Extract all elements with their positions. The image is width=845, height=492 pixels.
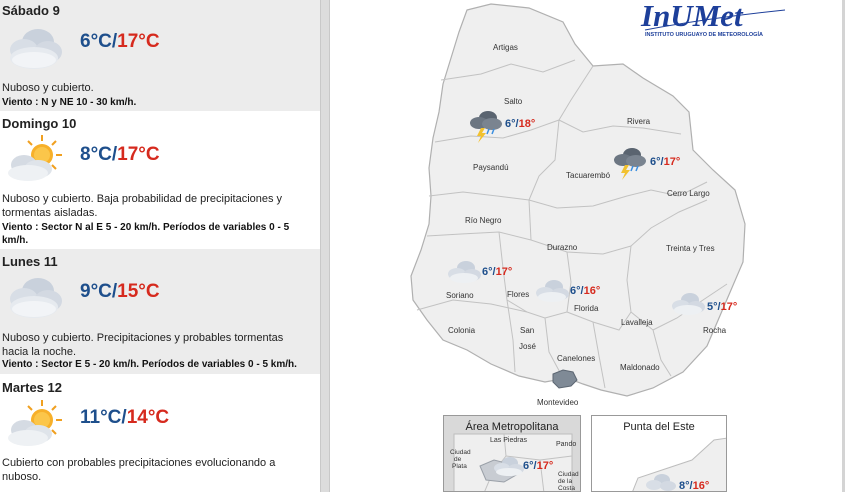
- temperature-range: [80, 31, 160, 53]
- min-temp: 6°C: [80, 31, 112, 52]
- temp-separator: /: [111, 144, 118, 165]
- max-temp: 15°C: [117, 281, 160, 302]
- metro-label-ciudad-de-la-costa-3: Costa: [558, 485, 575, 492]
- wind-info: Viento : Sector E 5 - 20 km/h. Períodos de variables 0 - 5 km/h.: [2, 359, 297, 370]
- dept-label-maldonado: Maldonado: [620, 363, 660, 372]
- day-title: Sábado 9: [2, 3, 60, 18]
- cloudy-icon: [4, 20, 66, 74]
- temperature-range: [80, 281, 160, 303]
- dept-label-colonia: Colonia: [448, 326, 476, 335]
- logo-subtitle: INSTITUTO URUGUAYO DE METEOROLOGÍA: [645, 32, 763, 38]
- map-temp-separator: /: [515, 118, 519, 130]
- map-max-temp: 18°: [518, 118, 536, 130]
- map-temp-separator: /: [533, 460, 537, 472]
- dept-label-artigas: Artigas: [493, 43, 518, 52]
- dept-label-tacuarembo: Tacuarembó: [566, 171, 611, 180]
- partly-cloudy-icon: [4, 396, 66, 450]
- forecast-day-saturday: [0, 0, 320, 111]
- dept-label-treinta-y-tres: Treinta y Tres: [666, 244, 715, 253]
- temperature-range: [80, 407, 169, 429]
- dept-label-flores: Flores: [507, 290, 530, 299]
- day-title: Martes 12: [2, 380, 62, 395]
- temp-separator: /: [111, 31, 118, 52]
- logo-text: InUMet: [641, 0, 743, 33]
- metro-area-title: Área Metropolitana: [465, 421, 559, 433]
- metro-label-ciudad-de-la-costa-2: de la: [558, 478, 573, 485]
- dept-label-san-jose-line1: San: [520, 326, 535, 335]
- map-max-temp: 16°: [692, 480, 710, 492]
- map-min-temp: 5°: [707, 301, 718, 313]
- dept-label-florida: Florida: [574, 304, 599, 313]
- map-max-temp: 17°: [536, 460, 554, 472]
- country-outline: [411, 4, 745, 396]
- uruguay-map: [331, 0, 842, 492]
- svg-text:6°/18°: [505, 118, 535, 130]
- metro-label-ciudad-de-plata-3: Plata: [452, 463, 467, 470]
- dept-label-lavalleja: Lavalleja: [621, 318, 653, 327]
- metro-label-ciudad-de-plata-1: Ciudad: [450, 449, 471, 456]
- inumet-logo: [639, 2, 789, 42]
- panel-divider: [320, 0, 330, 492]
- metro-label-pando: Pando: [556, 441, 577, 448]
- punta-del-este-title: Punta del Este: [623, 421, 695, 433]
- cloudy-icon: [4, 269, 66, 323]
- svg-text:6°/17°: [523, 460, 553, 472]
- max-temp: 17°C: [117, 144, 160, 165]
- metro-label-las-piedras: Las Piedras: [490, 437, 527, 444]
- map-max-temp: 17°: [720, 301, 738, 313]
- dept-label-soriano: Soriano: [446, 291, 474, 300]
- temp-separator: /: [121, 407, 127, 428]
- forecast-day-sunday: [0, 111, 320, 249]
- forecast-description: Nuboso y cubierto. Precipitaciones y probables tormentas hacia la noche.: [2, 332, 284, 358]
- svg-text:6°/16°: [570, 285, 600, 297]
- forecast-day-tuesday: [0, 374, 320, 492]
- map-temp-separator: /: [580, 285, 584, 297]
- dept-label-canelones: Canelones: [557, 354, 596, 363]
- forecast-day-monday: [0, 249, 320, 374]
- map-min-temp: 6°: [650, 156, 661, 168]
- montevideo-shape: [553, 370, 577, 388]
- day-title: Domingo 10: [2, 116, 77, 131]
- temp-separator: /: [111, 281, 118, 302]
- map-min-temp: 6°: [482, 266, 493, 278]
- max-temp: 17°C: [117, 31, 160, 52]
- map-max-temp: 17°: [495, 266, 513, 278]
- metro-area-inset[interactable]: [443, 415, 581, 492]
- min-temp: 9°C: [80, 281, 112, 302]
- min-temp: 11°C: [80, 407, 122, 428]
- dept-label-paysandu: Paysandú: [473, 163, 509, 172]
- metro-label-ciudad-de-plata-2: de: [454, 456, 462, 463]
- wind-info: Viento : N y NE 10 - 30 km/h.: [2, 97, 137, 108]
- uruguay-departments-map: [331, 0, 842, 492]
- partly-cloudy-icon: [4, 131, 66, 185]
- map-temp-separator: /: [492, 266, 496, 278]
- wind-info: Viento : Sector N al E 5 - 20 km/h. Períodos de variables 0 - 5 km/h.: [2, 222, 290, 246]
- day-title: Lunes 11: [2, 254, 58, 269]
- map-min-temp: 6°: [570, 285, 581, 297]
- map-temp-separator: /: [660, 156, 664, 168]
- forecast-panel: [0, 0, 320, 492]
- punta-del-este-inset[interactable]: [591, 415, 727, 492]
- svg-text:6°/17°: [482, 266, 512, 278]
- metro-area-map: [444, 416, 581, 492]
- dept-label-san-jose-line2: José: [519, 342, 536, 351]
- svg-text:6°/17°: [650, 156, 680, 168]
- dept-label-montevideo: Montevideo: [537, 398, 579, 407]
- dept-label-rio-negro: Río Negro: [465, 216, 502, 225]
- dept-label-rocha: Rocha: [703, 326, 727, 335]
- forecast-description: Nuboso y cubierto. Baja probabilidad de precipitaciones y tormentas aisladas.: [2, 193, 283, 219]
- map-min-temp: 6°: [505, 118, 516, 130]
- punta-del-este-map: [592, 416, 727, 492]
- map-temp-separator: /: [689, 480, 693, 492]
- dept-label-salto: Salto: [504, 97, 523, 106]
- map-min-temp: 6°: [523, 460, 534, 472]
- max-temp: 14°C: [126, 407, 170, 428]
- map-min-temp: 8°: [679, 480, 690, 492]
- map-max-temp: 16°: [583, 285, 601, 297]
- min-temp: 8°C: [80, 144, 112, 165]
- dept-label-durazno: Durazno: [547, 243, 578, 252]
- metro-label-ciudad-de-la-costa-1: Ciudad: [558, 471, 579, 478]
- dept-label-rivera: Rivera: [627, 117, 651, 126]
- dept-label-cerro-largo: Cerro Largo: [667, 189, 710, 198]
- svg-text:8°/16°: [679, 480, 709, 492]
- svg-text:5°/17°: [707, 301, 737, 313]
- temperature-range: [80, 144, 160, 166]
- map-temp-separator: /: [717, 301, 721, 313]
- forecast-description: Cubierto con probables precipitaciones evolucionando a nuboso.: [2, 457, 276, 483]
- map-max-temp: 17°: [663, 156, 681, 168]
- forecast-description: Nuboso y cubierto.: [2, 82, 94, 94]
